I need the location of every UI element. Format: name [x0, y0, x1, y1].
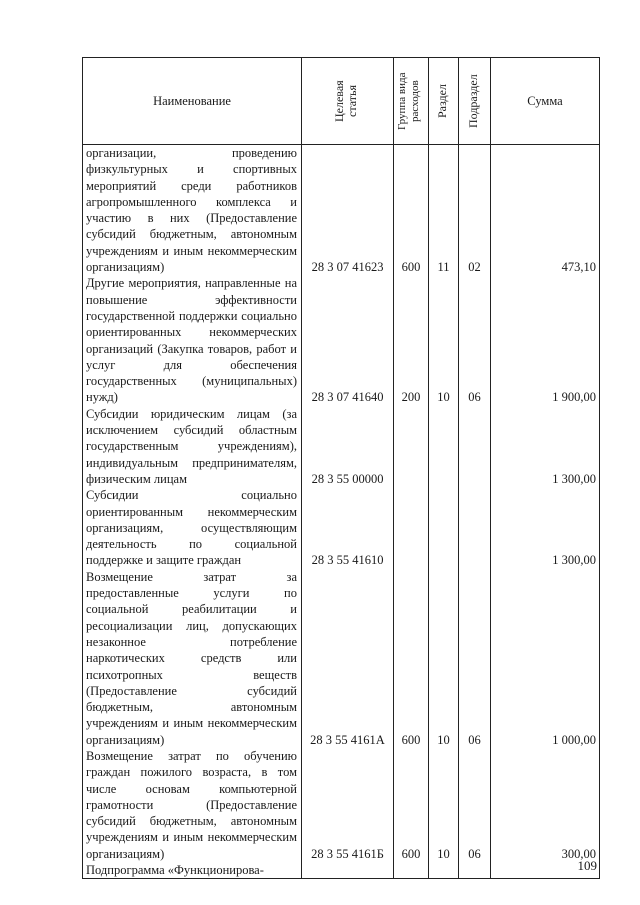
- row-section: [429, 862, 459, 879]
- table-row: [83, 748, 600, 862]
- row-sum: 300,00: [491, 748, 600, 862]
- row-subsection: [459, 406, 491, 487]
- table-row: [83, 862, 600, 879]
- header-sum: Сумма: [491, 58, 600, 145]
- table-row: [83, 406, 600, 487]
- row-target: 28 3 07 41640: [302, 275, 394, 405]
- row-subsection: 06: [459, 275, 491, 405]
- row-sum: 1 900,00: [491, 275, 600, 405]
- header-group-label: Группа вида расходов: [396, 72, 421, 130]
- header-section-label: Раздел: [434, 84, 449, 118]
- header-name: Наименование: [83, 58, 302, 145]
- row-sum: 1 000,00: [491, 569, 600, 748]
- row-subsection: 02: [459, 145, 491, 276]
- row-target: 28 3 55 4161Б: [302, 748, 394, 862]
- table-header-row: [83, 58, 600, 145]
- row-target: 28 3 55 41610: [302, 487, 394, 568]
- row-subsection: [459, 862, 491, 879]
- row-group: [394, 862, 429, 879]
- row-name: организации, проведению физкультурных и спортивных мероприятий среди работников агропромышленного комплекса и участию в них (Предоставление субсидий бюджетным, автономным учреждениям и иным некоммерческим организациям): [83, 145, 302, 276]
- row-name: Субсидии социально ориентированным некоммерческим организациям, осуществляющим деятельность по социальной поддержке и защите граждан: [83, 487, 302, 568]
- header-subsection-label: Подраздел: [465, 74, 480, 128]
- row-section: 10: [429, 569, 459, 748]
- row-target: [302, 862, 394, 879]
- header-target: [302, 58, 394, 145]
- header-subsection: [459, 58, 491, 145]
- table-row: [83, 145, 600, 276]
- row-subsection: 06: [459, 569, 491, 748]
- row-group: 600: [394, 569, 429, 748]
- table-row: [83, 275, 600, 405]
- header-section: [429, 58, 459, 145]
- row-name: Возмещение затрат по обучению граждан пожилого возраста, в том числе основам компьютерной грамотности (Предоставление субсидий бюджетным, автономным учреждениям и иным некоммерческим организациям): [83, 748, 302, 862]
- row-section: 10: [429, 275, 459, 405]
- row-section: 11: [429, 145, 459, 276]
- row-sum: 1 300,00: [491, 487, 600, 568]
- row-section: [429, 406, 459, 487]
- table-row: [83, 487, 600, 568]
- row-section: [429, 487, 459, 568]
- row-group: 600: [394, 748, 429, 862]
- row-sum: 473,10: [491, 145, 600, 276]
- header-group: [394, 58, 429, 145]
- row-target: 28 3 55 4161А: [302, 569, 394, 748]
- row-target: 28 3 55 00000: [302, 406, 394, 487]
- row-group: 200: [394, 275, 429, 405]
- budget-table: [82, 57, 600, 879]
- page-number: 109: [577, 858, 597, 873]
- row-group: [394, 406, 429, 487]
- row-target: 28 3 07 41623: [302, 145, 394, 276]
- table-row: [83, 569, 600, 748]
- row-group: 600: [394, 145, 429, 276]
- row-name: Другие мероприятия, направленные на повышение эффективности государственной поддержки социально ориентированных некоммерческих организаций (Закупка товаров, работ и услуг для обеспечения государственных (муниципальных) нужд): [83, 275, 302, 405]
- row-name: Субсидии юридическим лицам (за исключением субсидий областным государственным учреждениям), индивидуальным предпринимателям, физическим лицам: [83, 406, 302, 487]
- row-section: 10: [429, 748, 459, 862]
- row-name: Подпрограмма «Функционирова-: [83, 862, 302, 879]
- row-group: [394, 487, 429, 568]
- header-target-label: Целевая статья: [331, 80, 359, 122]
- row-subsection: 06: [459, 748, 491, 862]
- row-sum: 1 300,00: [491, 406, 600, 487]
- row-subsection: [459, 487, 491, 568]
- row-name: Возмещение затрат за предоставленные услуги по социальной реабилитации и ресоциализации лиц, допускающих незаконное потребление наркотических средств или психотропных веществ (Предоставление субсидий бюджетным, автономным учреждениям и иным некоммерческим организациям): [83, 569, 302, 748]
